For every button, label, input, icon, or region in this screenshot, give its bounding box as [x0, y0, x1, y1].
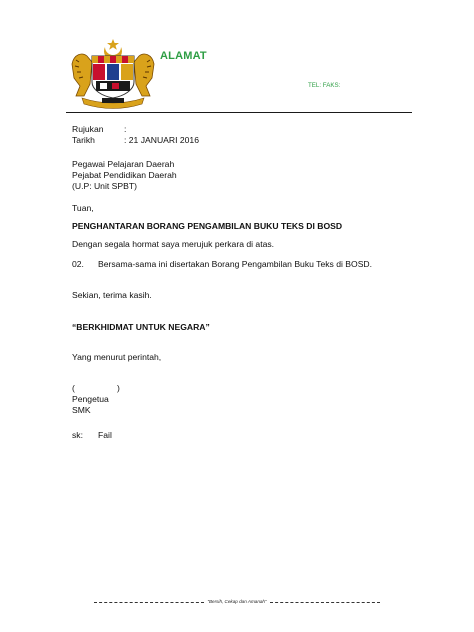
paragraph-2-text: Bersama-sama ini disertakan Borang Pengambilan Buku Teks di BOSD. [98, 259, 373, 269]
recipient-line-2: Pejabat Pendidikan Daerah [72, 170, 177, 180]
subject-line: PENGHANTARAN BORANG PENGAMBILAN BUKU TEKS DI BOSD [72, 221, 343, 231]
tarikh-value: : 21 JANUARI 2016 [124, 135, 199, 145]
salutation: Tuan, [72, 203, 94, 213]
footer-motto: “Bersih, Cekap dan Amanah” [207, 599, 267, 604]
paragraph-2-number: 02. [72, 259, 84, 269]
school-name: SMK [72, 405, 91, 415]
signatory-title: Pengetua [72, 394, 109, 404]
rujukan-label: Rujukan [72, 124, 104, 134]
signature-close-paren: ) [117, 383, 120, 393]
coat-of-arms-logo [68, 38, 158, 110]
header-divider [66, 112, 412, 113]
paragraph-1: Dengan segala hormat saya merujuk perkara di atas. [72, 239, 275, 249]
recipient-line-1: Pegawai Pelajaran Daerah [72, 159, 175, 169]
rujukan-colon: : [124, 124, 127, 134]
thanks-line: Sekian, terima kasih. [72, 290, 152, 300]
yang-menurut-perintah: Yang menurut perintah, [72, 352, 162, 362]
recipient-line-3: (U.P: Unit SPBT) [72, 181, 137, 191]
tarikh-label: Tarikh [72, 135, 95, 145]
cc-label: sk: [72, 430, 83, 440]
service-motto: “BERKHIDMAT UNTUK NEGARA” [72, 322, 210, 332]
address-heading: ALAMAT [160, 50, 207, 62]
signature-open-paren: ( [72, 383, 75, 393]
tel-fax-line: TEL: FAKS: [308, 82, 341, 89]
cc-value: Fail [98, 430, 112, 440]
